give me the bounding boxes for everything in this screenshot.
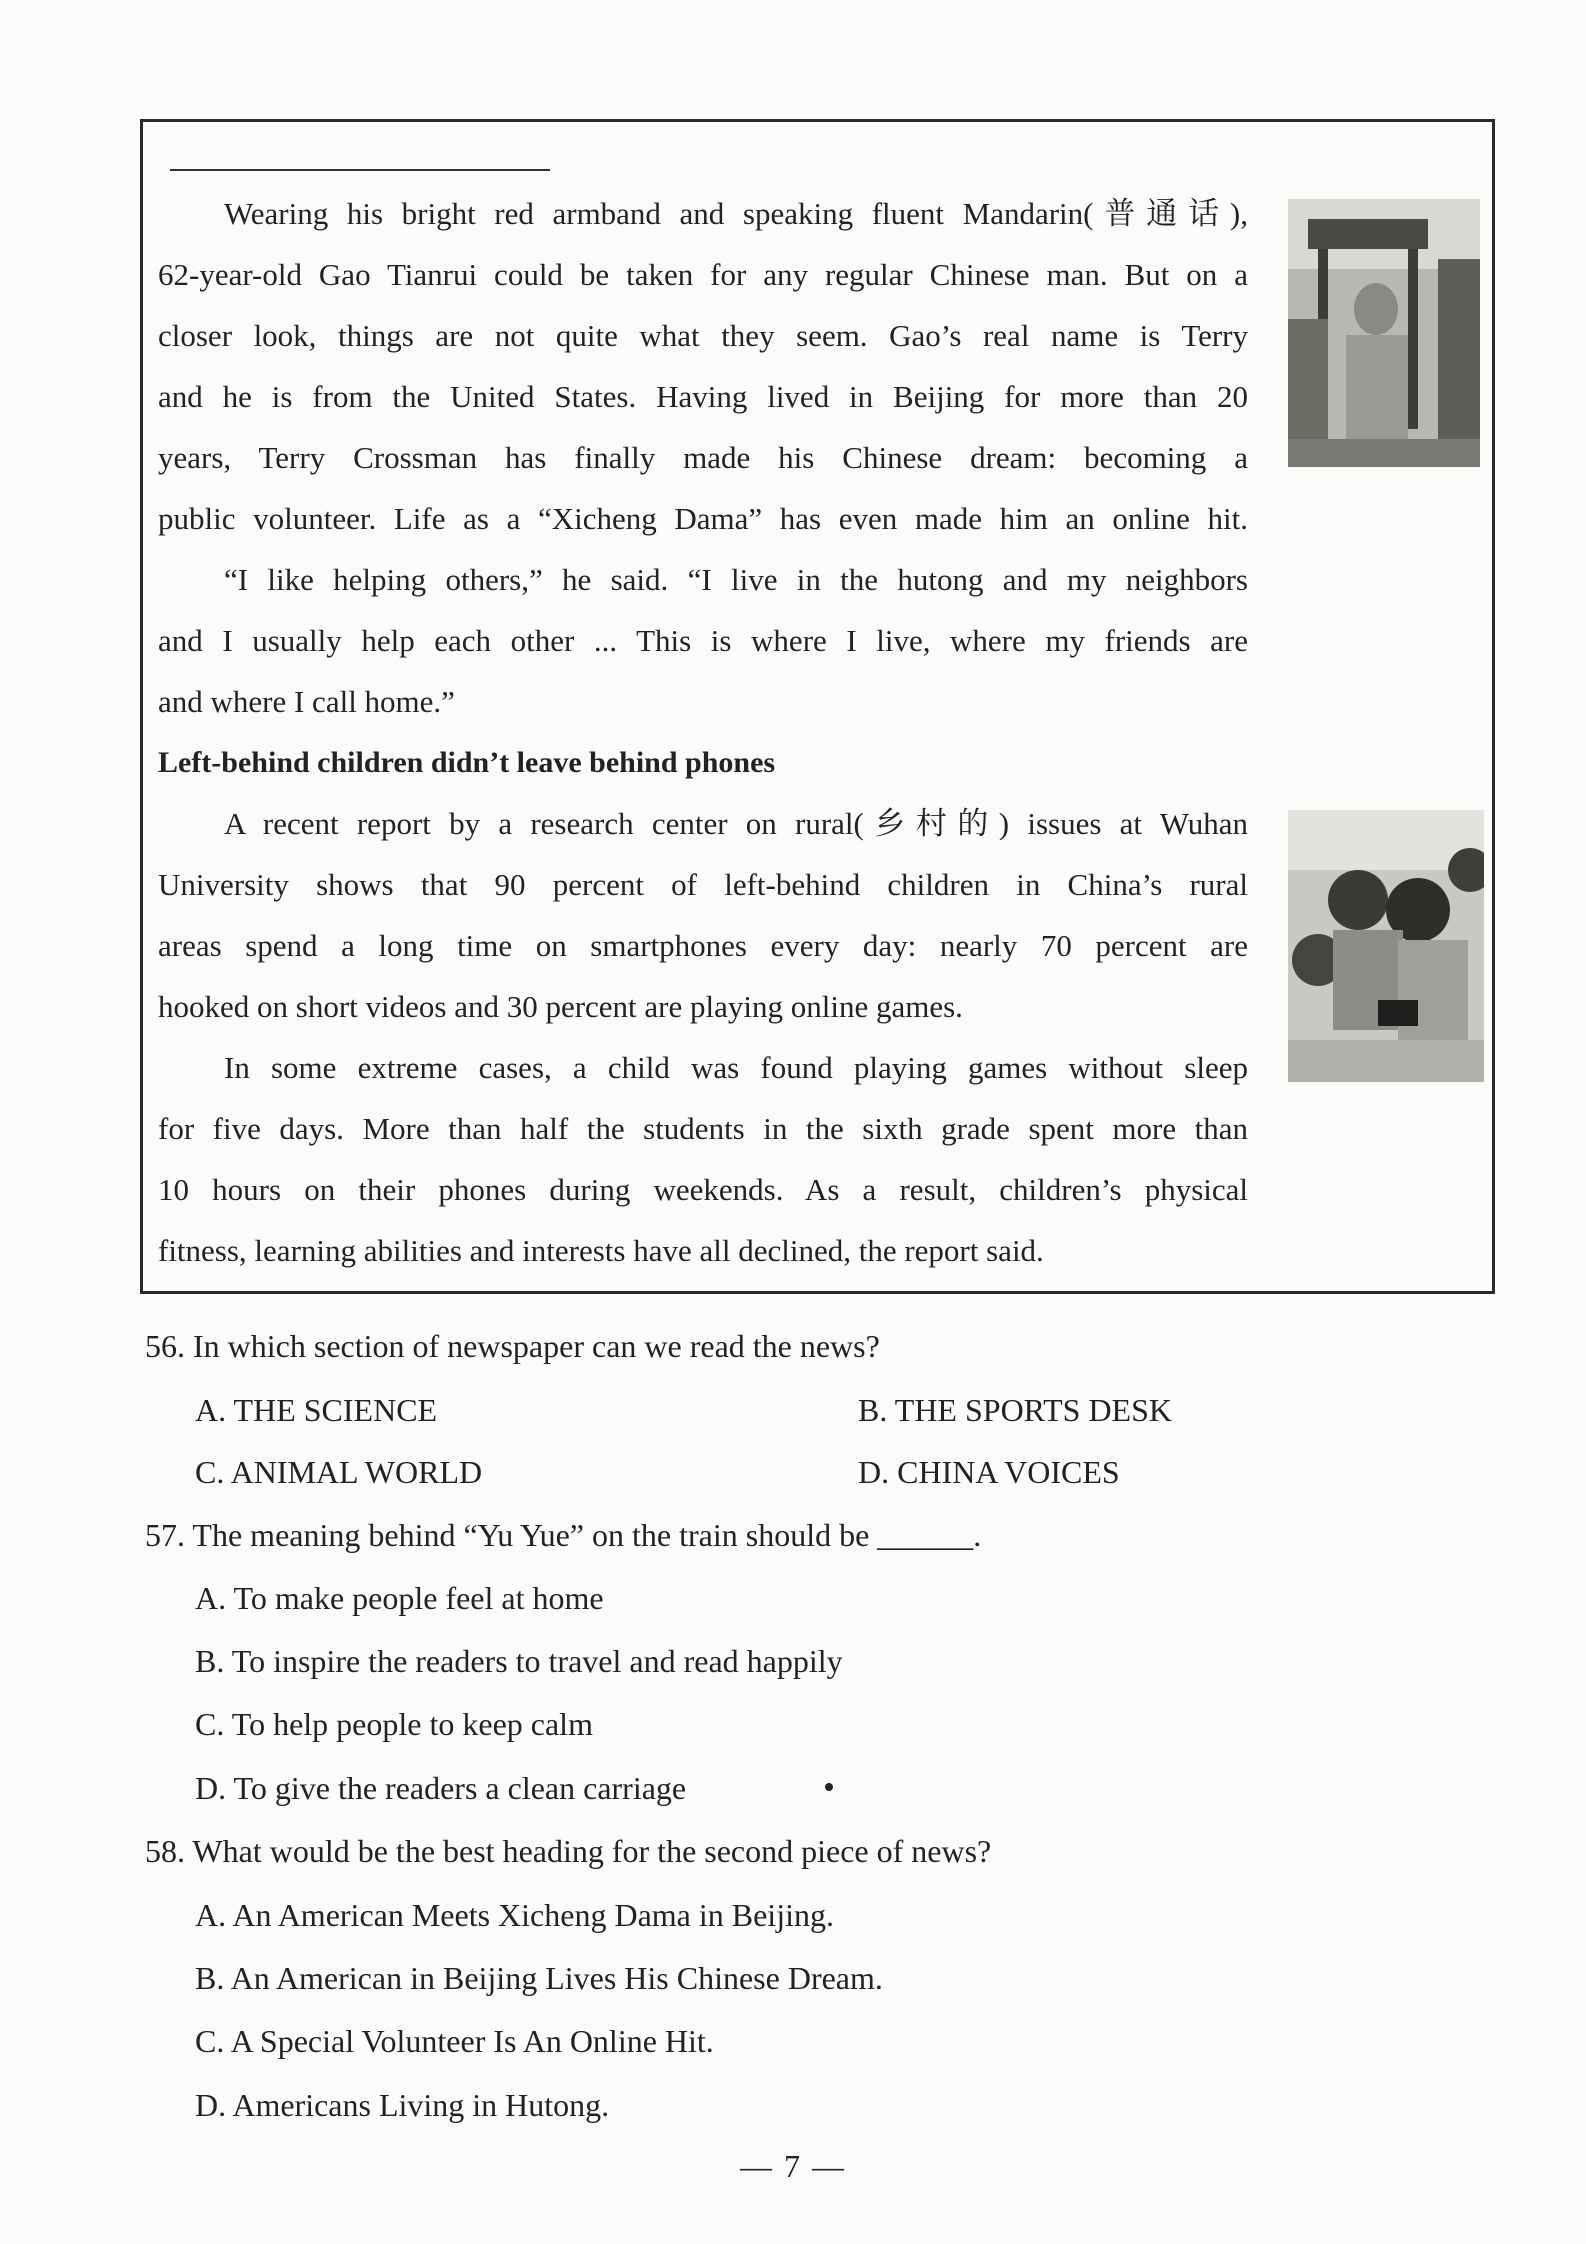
children-photo — [1288, 810, 1484, 1082]
story3-line: for five days. More than half the students in the sixth grade spent more than — [158, 1111, 1248, 1146]
stray-mark — [825, 1783, 833, 1791]
story2-line: 62-year-old Gao Tianrui could be taken for any regular Chinese man. But on a — [158, 257, 1248, 292]
question-58-option-c: C. A Special Volunteer Is An Online Hit. — [195, 2023, 714, 2059]
story3-line: areas spend a long time on smartphones every day: nearly 70 percent are — [158, 928, 1248, 963]
story3-line: fitness, learning abilities and interests have all declined, the report said. — [158, 1233, 1044, 1268]
story3-line: University shows that 90 percent of left-behind children in China’s rural — [158, 867, 1248, 902]
story2-line: and where I call home.” — [158, 684, 455, 719]
question-58-stem: 58. What would be the best heading for the second piece of news? — [145, 1833, 992, 1869]
question-58-option-d: D. Americans Living in Hutong. — [195, 2087, 610, 2123]
story2-line: “I like helping others,” he said. “I live in the hutong and my neighbors — [224, 562, 1248, 597]
question-58-option-a: A. An American Meets Xicheng Dama in Beijing. — [195, 1897, 834, 1933]
question-56-option-d: D. CHINA VOICES — [858, 1454, 1120, 1490]
question-57-option-b: B. To inspire the readers to travel and read happily — [195, 1643, 843, 1679]
question-56-stem: 56. In which section of newspaper can we read the news? — [145, 1328, 880, 1364]
story3-line: hooked on short videos and 30 percent are playing online games. — [158, 989, 963, 1024]
story2-line: and I usually help each other ... This is where I live, where my friends are — [158, 623, 1248, 658]
story2-line: years, Terry Crossman has finally made his Chinese dream: becoming a — [158, 440, 1248, 475]
story3-heading: Left-behind children didn’t leave behind phones — [158, 746, 776, 779]
question-57-option-a: A. To make people feel at home — [195, 1580, 604, 1616]
question-56-option-c: C. ANIMAL WORLD — [195, 1454, 483, 1490]
volunteer-photo — [1288, 199, 1480, 467]
story2-line: closer look, things are not quite what they seem. Gao’s real name is Terry — [158, 318, 1248, 353]
story3-line: In some extreme cases, a child was found playing games without sleep — [224, 1050, 1248, 1085]
question-56-option-a: A. THE SCIENCE — [195, 1392, 438, 1428]
story3-line: 10 hours on their phones during weekends. As a result, children’s physical — [158, 1172, 1248, 1207]
page-number: — 7 — — [740, 2148, 846, 2184]
section-divider — [170, 169, 550, 171]
question-57-stem: 57. The meaning behind “Yu Yue” on the train should be ______. — [145, 1517, 982, 1553]
question-57-option-c: C. To help people to keep calm — [195, 1706, 593, 1742]
story2-line: public volunteer. Life as a “Xicheng Dama” has even made him an online hit. — [158, 501, 1248, 536]
story2-line: and he is from the United States. Having lived in Beijing for more than 20 — [158, 379, 1248, 414]
question-58-option-b: B. An American in Beijing Lives His Chinese Dream. — [195, 1960, 883, 1996]
question-56-option-b: B. THE SPORTS DESK — [858, 1392, 1172, 1428]
story2-line: Wearing his bright red armband and speaking fluent Mandarin(普通话), — [224, 196, 1248, 231]
question-57-option-d: D. To give the readers a clean carriage — [195, 1770, 687, 1806]
story3-line: A recent report by a research center on rural(乡村的) issues at Wuhan — [224, 806, 1248, 841]
